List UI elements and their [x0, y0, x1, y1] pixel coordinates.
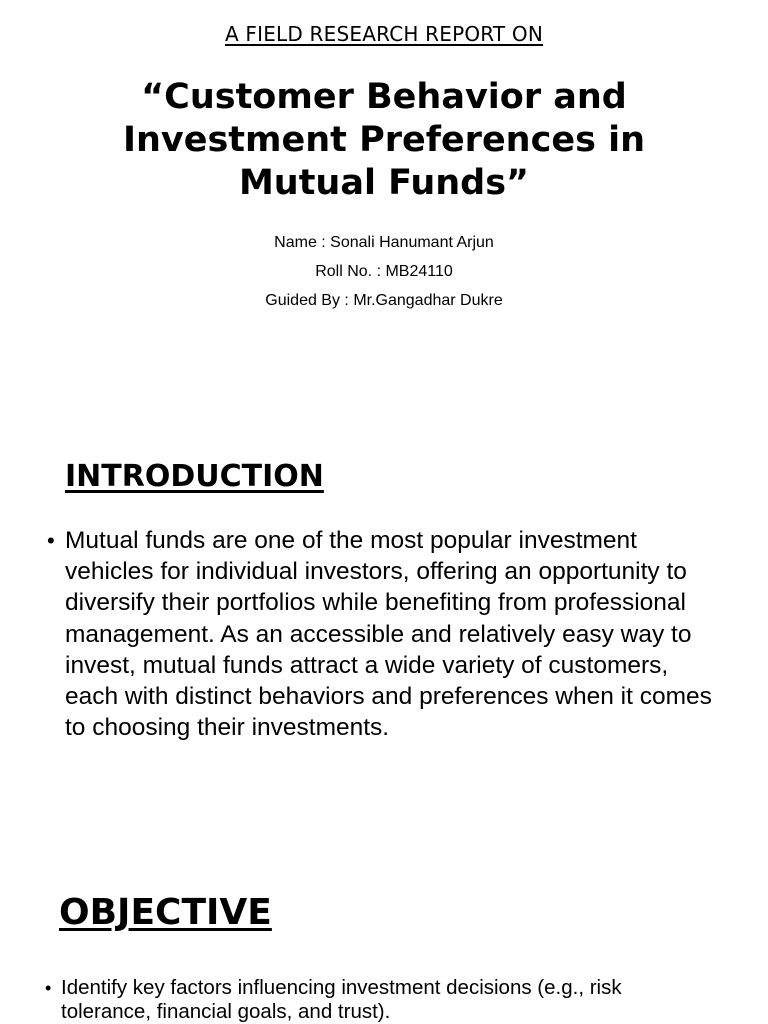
guide-name: Guided By : Mr.Gangadhar Dukre: [265, 292, 503, 309]
bullet-icon: •: [47, 528, 55, 553]
objective-item-text: Identify key factors influencing investment decisions (e.g., risk tolerance, financial goals, and trust).: [61, 976, 622, 1023]
bullet-icon: •: [45, 978, 52, 998]
author-details: [0, 228, 768, 315]
list-item: [45, 976, 681, 1024]
introduction-paragraph: Mutual funds are one of the most popular investment vehicles for individual investors, offering an opportunity to diversify their portfolios while benefiting from professional management. As an accessible and relatively easy way to invest, mutual funds attract a wide variety of customers, each with distinct behaviors and preferences when it comes to choosing their investments.: [65, 527, 712, 742]
report-kicker: A FIELD RESEARCH REPORT ON: [224, 22, 544, 46]
report-title: “Customer Behavior and Investment Preferences in Mutual Funds”: [122, 77, 646, 203]
list-item: [47, 525, 715, 743]
objective-list: [45, 976, 681, 1024]
author-name: Name : Sonali Hanumant Arjun: [274, 234, 494, 251]
objective-heading: OBJECTIVE: [59, 892, 272, 933]
introduction-heading: INTRODUCTION: [65, 459, 324, 494]
introduction-list: [47, 525, 715, 743]
roll-number: Roll No. : MB24110: [315, 263, 453, 280]
